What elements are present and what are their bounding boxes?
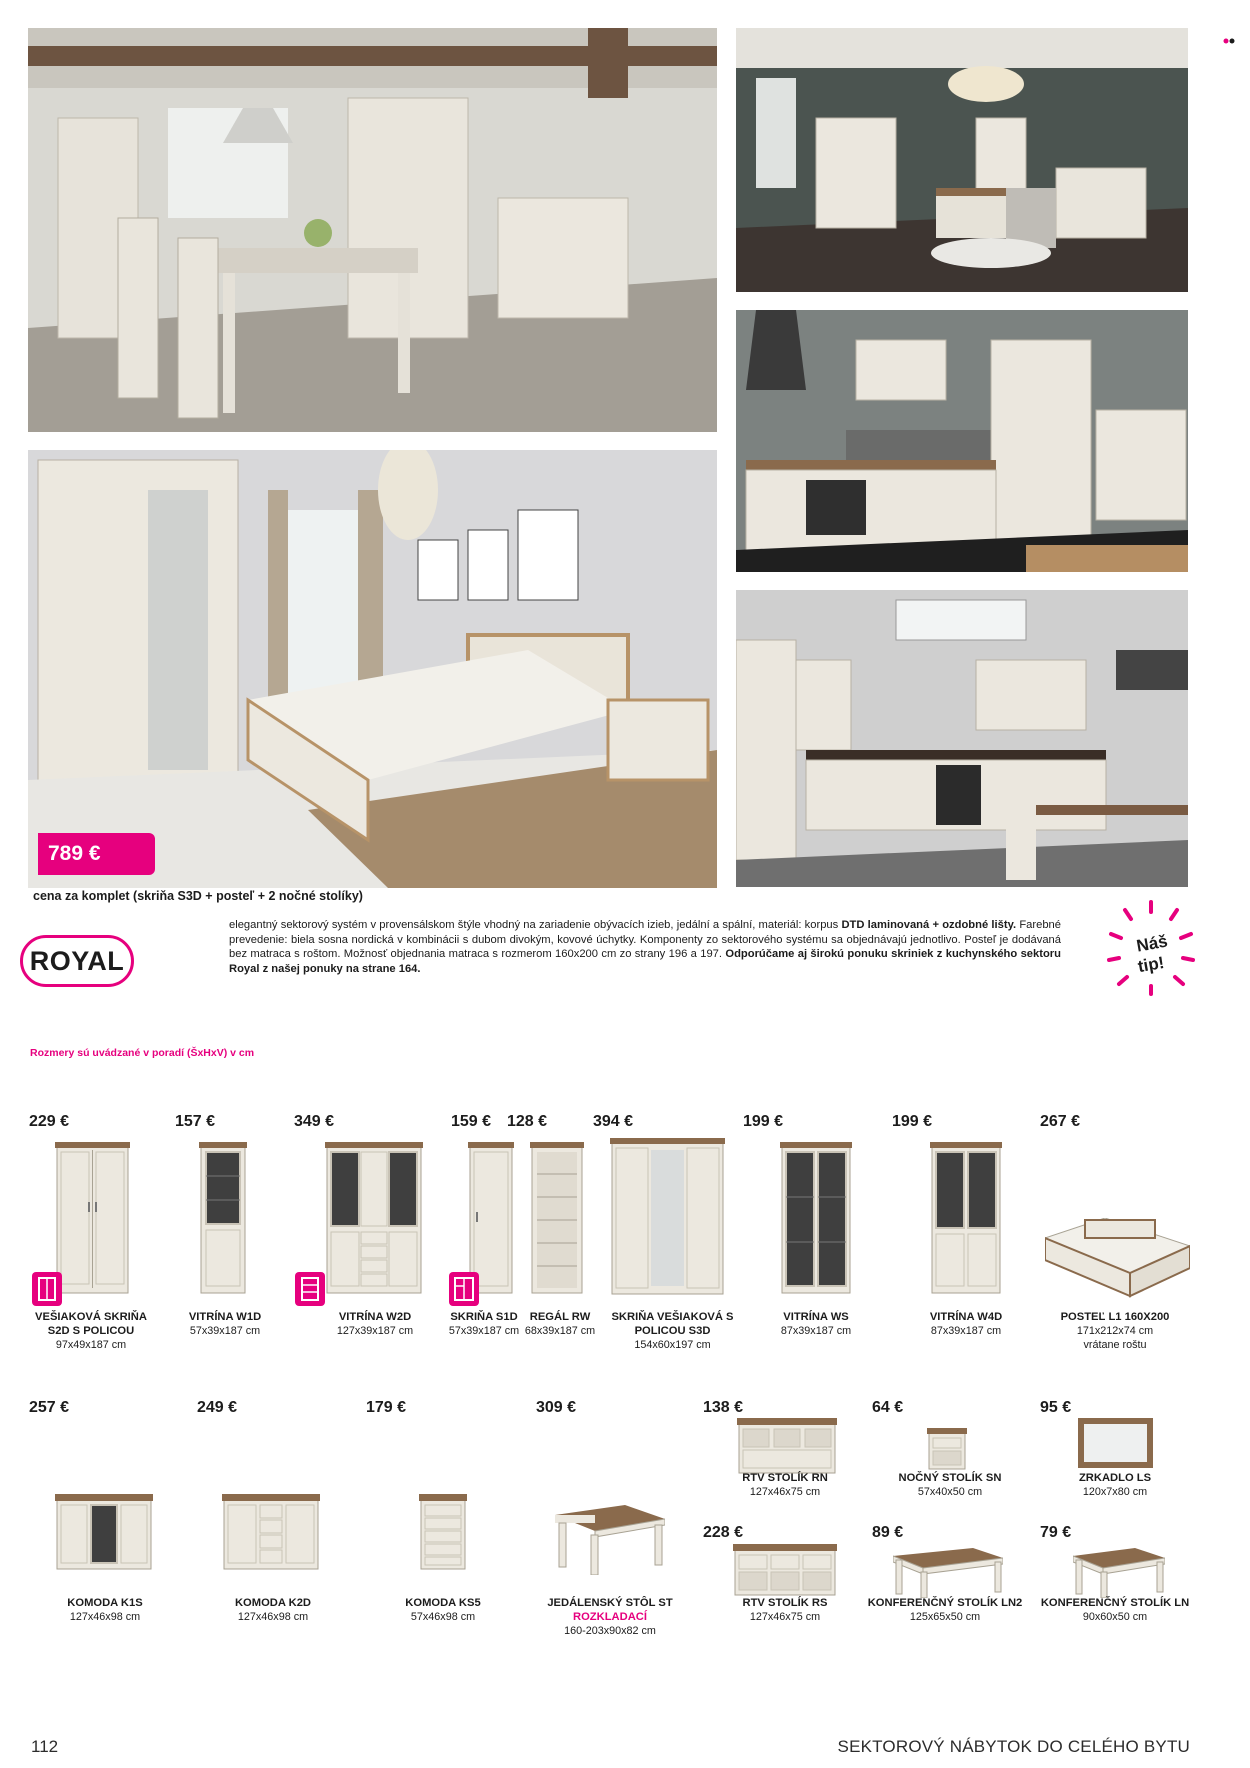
name-w1d: VITRÍNA W1D (188, 1311, 262, 1323)
price-sn: 64 € (872, 1399, 904, 1416)
name-s2d-line-1: VEŠIAKOVÁ SKRIŇA (35, 1311, 147, 1323)
collection-description (229, 918, 1061, 976)
product-image-k1s (55, 1494, 153, 1570)
dims-k1s: 127x46x98 cm (69, 1611, 141, 1623)
description-bold-2: Odporúčame aj širokú ponuku skriniek z kuchynského sektoru Royal z našej ponuky na strane 164. (229, 948, 1061, 975)
dims-rs: 127x46x75 cm (749, 1611, 821, 1623)
tip-line-2: tip! (1136, 952, 1166, 977)
note-l1: vrátane roštu (1083, 1339, 1147, 1351)
product-image-ln2 (893, 1548, 1003, 1598)
dining-room-photo (28, 28, 717, 432)
dimensions-note: Rozmery sú uvádzané v poradí (ŠxHxV) v cm (30, 1047, 255, 1059)
name-k1s: KOMODA K1S (67, 1597, 143, 1609)
product-image-ks5 (419, 1494, 467, 1570)
dims-ks5: 57x46x98 cm (410, 1611, 476, 1623)
royal-logo-text: ROYAL (29, 945, 125, 976)
dims-k2d: 127x46x98 cm (237, 1611, 309, 1623)
price-s3d: 394 € (593, 1113, 634, 1130)
dims-w4d: 87x39x187 cm (930, 1325, 1002, 1337)
description-part-1: elegantný sektorový systém v provensálskom štýle vhodný na zariadenie obývacích izieb, jedální a spální, materiál: korpus (229, 919, 842, 931)
name-s3d-line-1: SKRIŇA VEŠIAKOVÁ S (611, 1311, 734, 1323)
dims-w1d: 57x39x187 cm (189, 1325, 261, 1337)
product-image-l1 (1045, 1218, 1190, 1298)
price-rn: 138 € (703, 1399, 744, 1416)
shelf-icon (295, 1272, 325, 1306)
dims-rn: 127x46x75 cm (749, 1486, 821, 1498)
price-w2d: 349 € (294, 1113, 335, 1130)
price-k2d: 249 € (197, 1399, 238, 1416)
product-image-st (555, 1505, 665, 1575)
name-ks5: KOMODA KS5 (405, 1597, 481, 1609)
name-s2d-line-2: S2D S POLICOU (47, 1325, 135, 1337)
price-rs: 228 € (703, 1524, 744, 1541)
dims-s2d: 97x49x187 cm (55, 1339, 127, 1351)
product-image-rs (733, 1544, 837, 1596)
name-w2d: VITRÍNA W2D (338, 1311, 412, 1323)
page-number: 112 (31, 1737, 59, 1756)
kitchen-photo-2 (736, 590, 1188, 887)
dims-rw: 68x39x187 cm (524, 1325, 596, 1337)
bedroom-photo (28, 450, 717, 888)
product-image-w2d (325, 1142, 423, 1295)
name-ws: VITRÍNA WS (783, 1311, 849, 1323)
dims-s3d: 154x60x197 cm (634, 1339, 711, 1351)
name-rw: REGÁL RW (529, 1311, 591, 1323)
product-image-sn (927, 1428, 967, 1470)
dims-sn: 57x40x50 cm (917, 1486, 983, 1498)
dims-s1d: 57x39x187 cm (448, 1325, 520, 1337)
product-image-w1d (199, 1142, 247, 1295)
footer-title: SEKTOROVÝ NÁBYTOK DO CELÉHO BYTU (837, 1737, 1190, 1756)
price-l1: 267 € (1040, 1113, 1081, 1130)
name-sn: NOČNÝ STOLÍK SN (898, 1472, 1002, 1484)
tip-sticker (1105, 898, 1197, 998)
price-ln: 79 € (1040, 1524, 1072, 1541)
price-ls: 95 € (1040, 1399, 1072, 1416)
price-w4d: 199 € (892, 1113, 933, 1130)
price-ws: 199 € (743, 1113, 784, 1130)
tip-line-1: Náš (1135, 931, 1170, 956)
description-part-2: Farebné prevedenie: biela sosna nordická v kombinácii s dubom divokým, kovové úchytky. Komponenty zo sektorového systému sa objednávajú jednotlivo. Posteľ je dodávaná bez matraca s roštom. Možnosť objednania matraca s rozmerom 160x200 cm zo strany 196 a 197. (229, 919, 1061, 961)
price-ks5: 179 € (366, 1399, 407, 1416)
set-price-caption: cena za komplet (skriňa S3D + posteľ + 2 nočné stolíky) (33, 889, 363, 903)
name-s3d-line-2: POLICOU S3D (634, 1325, 711, 1337)
product-image-ls (1078, 1418, 1153, 1468)
product-image-k2d (222, 1494, 320, 1570)
living-room-photo (736, 28, 1188, 292)
price-w1d: 157 € (175, 1113, 216, 1130)
product-image-ln (1073, 1548, 1165, 1598)
wardrobe-shelf-icon (449, 1272, 479, 1306)
dims-st: 160-203x90x82 cm (564, 1625, 656, 1637)
name-ls: ZRKADLO LS (1078, 1472, 1152, 1484)
dims-ws: 87x39x187 cm (780, 1325, 852, 1337)
name-st-line-2: ROZKLADACÍ (573, 1611, 647, 1623)
product-image-s3d (610, 1138, 725, 1296)
product-image-rn (737, 1418, 837, 1475)
product-image-ws (780, 1142, 852, 1295)
product-image-w4d (930, 1142, 1002, 1295)
product-image-rw (530, 1142, 584, 1295)
dims-w2d: 127x39x187 cm (336, 1325, 414, 1337)
royal-logo (20, 935, 134, 987)
description-bold-1: DTD laminovaná + ozdobné lišty. (841, 919, 1017, 931)
price-k1s: 257 € (29, 1399, 70, 1416)
price-st: 309 € (536, 1399, 577, 1416)
price-ln2: 89 € (872, 1524, 904, 1541)
dims-l1: 171x212x74 cm (1076, 1325, 1154, 1337)
name-s1d: SKRIŇA S1D (450, 1311, 518, 1323)
dims-ln2: 125x65x50 cm (909, 1611, 981, 1623)
wardrobe-icon (32, 1272, 62, 1306)
name-ln2: KONFERENČNÝ STOLÍK LN2 (867, 1597, 1023, 1609)
corner-mark-icon (1223, 32, 1235, 40)
name-rn: RTV STOLÍK RN (742, 1472, 828, 1484)
dims-ls: 120x7x80 cm (1082, 1486, 1148, 1498)
name-rs: RTV STOLÍK RS (742, 1597, 828, 1609)
name-w4d: VITRÍNA W4D (929, 1311, 1003, 1323)
set-price-badge: 789 € (38, 833, 155, 875)
product-image-s2d (55, 1142, 130, 1295)
price-s2d: 229 € (29, 1113, 70, 1130)
name-ln: KONFERENČNÝ STOLÍK LN (1040, 1597, 1190, 1609)
price-s1d: 159 € (451, 1113, 492, 1130)
price-rw: 128 € (507, 1113, 548, 1130)
name-l1: POSTEĽ L1 160X200 (1060, 1311, 1170, 1323)
kitchen-photo-1 (736, 310, 1188, 572)
name-st-line-1: JEDÁLENSKÝ STÔL ST (547, 1597, 673, 1609)
dims-ln: 90x60x50 cm (1082, 1611, 1148, 1623)
name-k2d: KOMODA K2D (234, 1597, 312, 1609)
